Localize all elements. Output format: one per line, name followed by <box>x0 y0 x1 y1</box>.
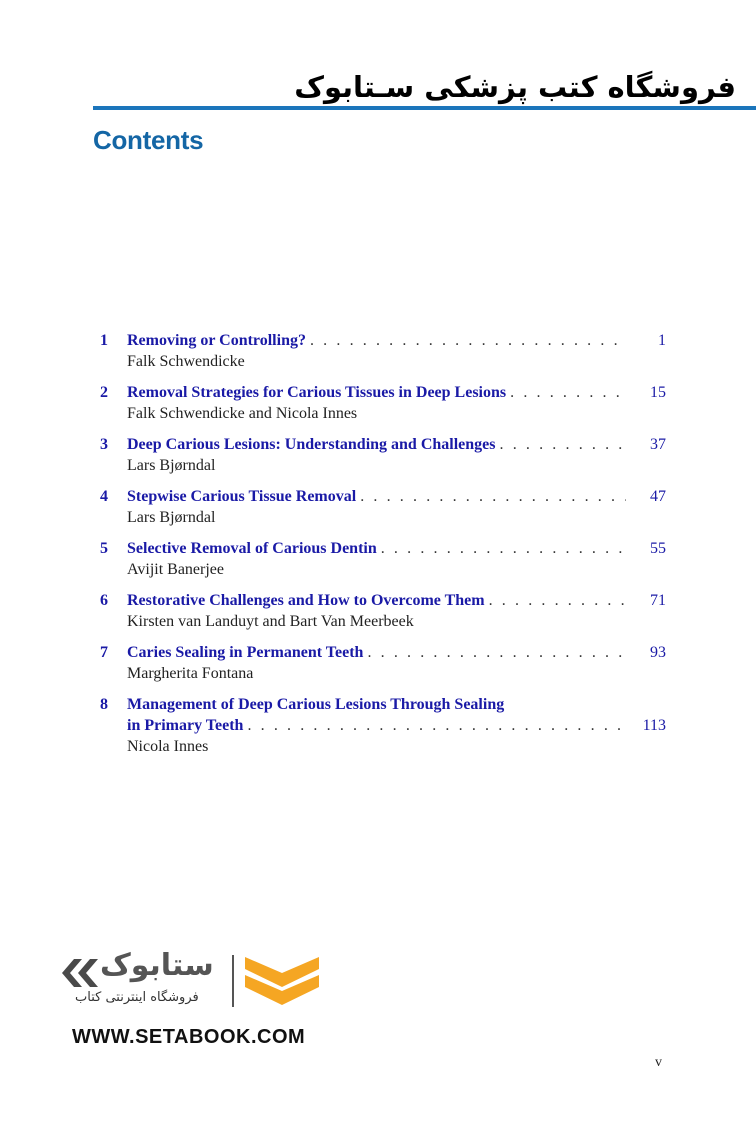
chapter-title[interactable]: Selective Removal of Carious Dentin <box>127 540 377 557</box>
logo-divider <box>232 955 234 1007</box>
page-number[interactable]: 1 <box>658 332 666 349</box>
leader-dots <box>510 382 626 403</box>
leader-dots <box>247 715 626 736</box>
toc-entry[interactable] <box>100 486 666 528</box>
chapter-number: 3 <box>100 436 108 453</box>
page-number[interactable]: 93 <box>650 644 666 661</box>
page-number[interactable]: 37 <box>650 436 666 453</box>
chapter-number: 4 <box>100 488 108 505</box>
chapter-title[interactable]: Restorative Challenges and How to Overcome Them <box>127 592 485 609</box>
chevron-arrows-icon <box>62 959 98 987</box>
page-number[interactable]: 55 <box>650 540 666 557</box>
leader-dots <box>367 642 626 663</box>
chapter-title[interactable]: Removal Strategies for Carious Tissues in Deep Lesions <box>127 384 507 401</box>
page-number[interactable]: 71 <box>650 592 666 609</box>
chapter-number: 1 <box>100 332 108 349</box>
toc-entry[interactable] <box>100 538 666 580</box>
chapter-title[interactable]: Stepwise Carious Tissue Removal <box>127 488 357 505</box>
toc-entry[interactable] <box>100 434 666 476</box>
header-rule <box>93 106 756 110</box>
chapter-author: Kirsten van Landuyt and Bart Van Meerbeek <box>127 613 414 630</box>
chapter-author: Lars Bjørndal <box>127 509 216 526</box>
chapter-author: Lars Bjørndal <box>127 457 216 474</box>
chapter-title[interactable]: Deep Carious Lesions: Understanding and Challenges <box>127 436 496 453</box>
chapter-title-continued[interactable]: in Primary Teeth <box>127 717 244 734</box>
chapter-author: Falk Schwendicke and Nicola Innes <box>127 405 358 422</box>
chevron-book-icon <box>245 957 319 1005</box>
chapter-author: Falk Schwendicke <box>127 353 245 370</box>
watermark-url[interactable]: WWW.SETABOOK.COM <box>72 1026 306 1048</box>
watermark-tagline: فروشگاه اینترنتی کتاب <box>75 990 199 1005</box>
toc-entry[interactable] <box>100 330 666 372</box>
chapter-number: 5 <box>100 540 108 557</box>
chapter-number: 6 <box>100 592 108 609</box>
page-number[interactable]: 47 <box>650 488 666 505</box>
chapter-author: Avijit Banerjee <box>127 561 224 578</box>
chapter-title[interactable]: Management of Deep Carious Lesions Through Sealing <box>127 696 505 713</box>
page-title: Contents <box>93 125 204 155</box>
leader-dots <box>489 590 626 611</box>
watermark-brand: ستابوک <box>100 948 214 983</box>
chapter-title[interactable]: Removing or Controlling? <box>127 332 306 349</box>
store-header-text: فروشگاه کتب پزشکی سـتابوک <box>294 70 736 104</box>
page-number[interactable]: 15 <box>650 384 666 401</box>
page-folio: v <box>655 1055 662 1070</box>
chapter-number: 7 <box>100 644 108 661</box>
toc-entry[interactable] <box>100 590 666 632</box>
chapter-author: Margherita Fontana <box>127 665 254 682</box>
toc-entry[interactable] <box>100 382 666 424</box>
chapter-number: 8 <box>100 696 108 713</box>
page-number[interactable]: 113 <box>642 717 666 734</box>
toc-entry[interactable] <box>100 642 666 684</box>
toc-entry[interactable] <box>100 694 666 757</box>
table-of-contents <box>100 330 666 767</box>
chapter-title[interactable]: Caries Sealing in Permanent Teeth <box>127 644 364 661</box>
chapter-author: Nicola Innes <box>127 738 209 755</box>
leader-dots <box>381 538 626 559</box>
chapter-number: 2 <box>100 384 108 401</box>
leader-dots <box>310 330 626 351</box>
leader-dots <box>360 486 626 507</box>
leader-dots <box>500 434 627 455</box>
